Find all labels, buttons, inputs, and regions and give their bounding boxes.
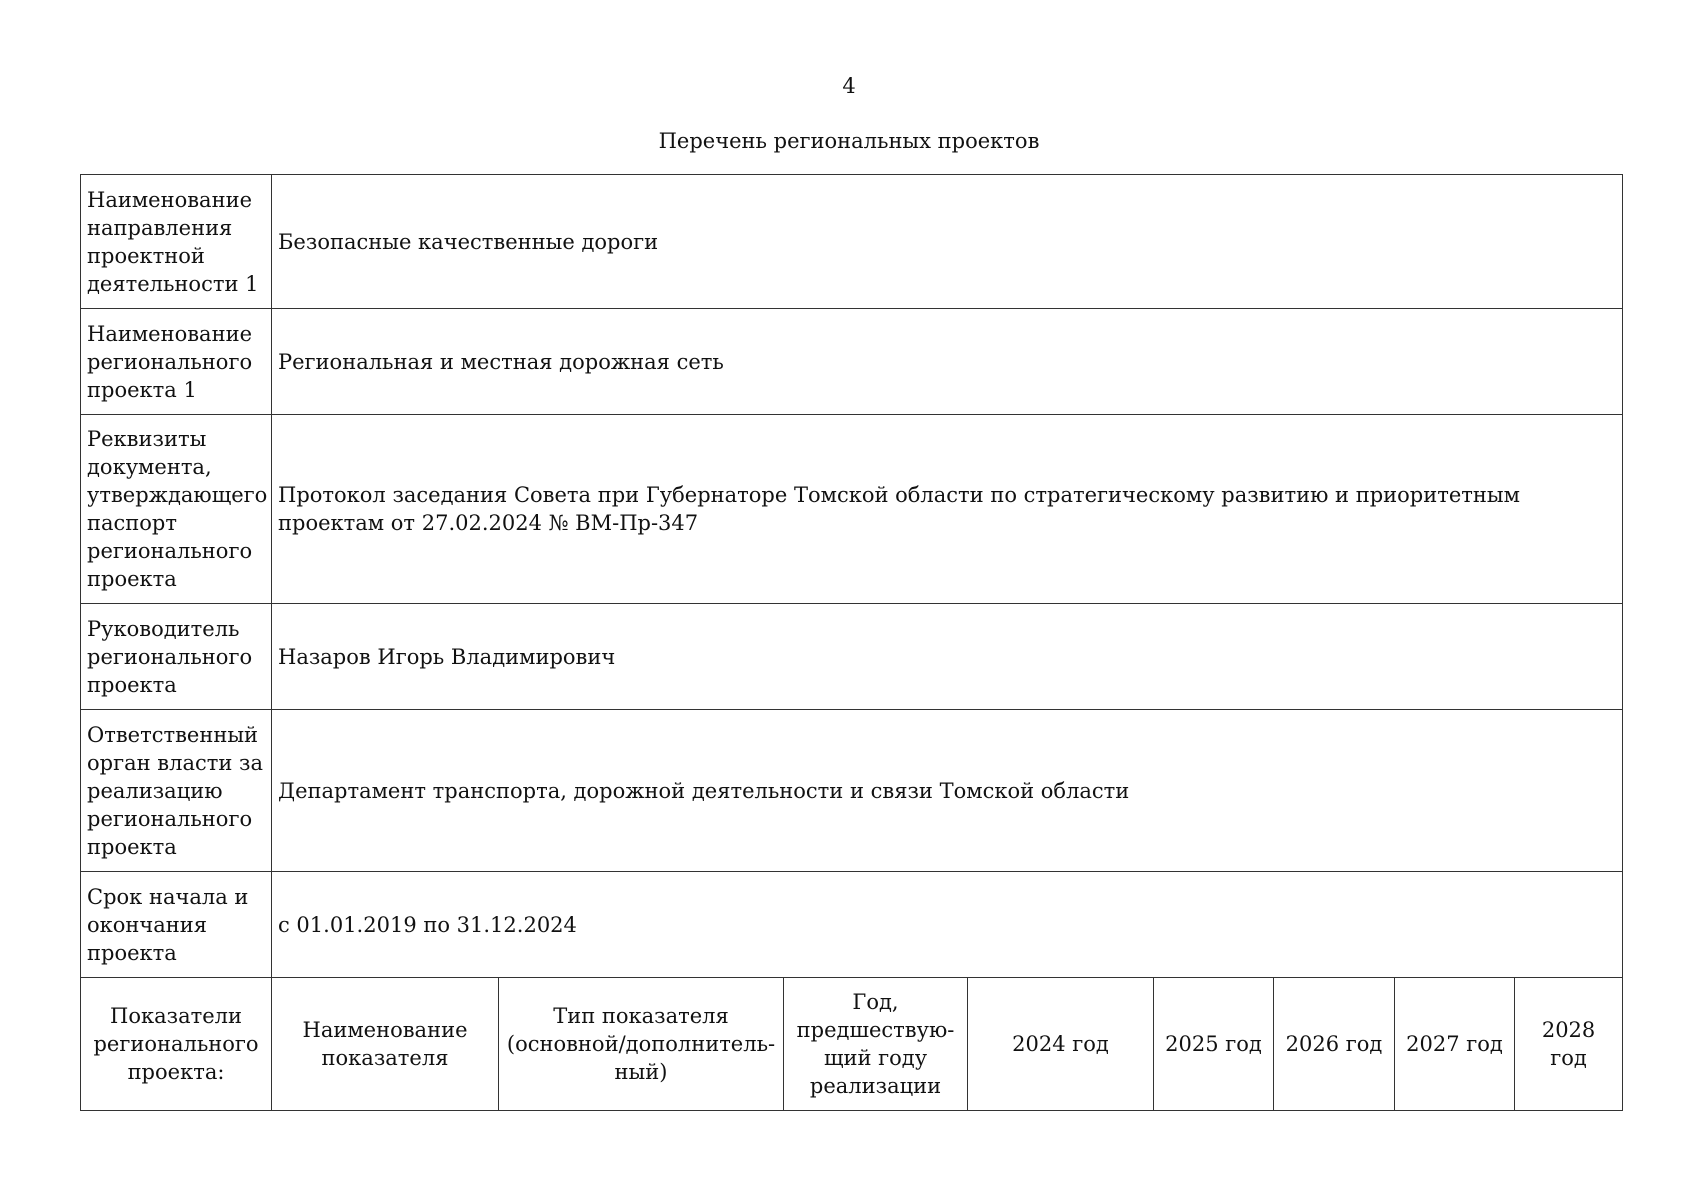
row-label-term: Срок начала и окончания проекта bbox=[81, 872, 272, 978]
row-value-term: с 01.01.2019 по 31.12.2024 bbox=[272, 872, 1623, 978]
row-label-responsible-body: Ответственный орган власти за реализацию регионального проекта bbox=[81, 710, 272, 872]
col-header-indicator-name: Наименование показателя bbox=[272, 978, 499, 1111]
document-title: Перечень региональных проектов bbox=[658, 129, 1040, 153]
indicators-label: Показатели регионального проекта: bbox=[81, 978, 272, 1111]
row-label-project-name: Наименование регионального проекта 1 bbox=[81, 309, 272, 415]
table-row bbox=[81, 175, 1623, 309]
table-row bbox=[81, 309, 1623, 415]
row-value-document: Протокол заседания Совета при Губернаторе Томской области по стратегическому развитию и приоритетным проектам от 27.02.2024 № ВМ-Пр-347 bbox=[272, 415, 1623, 604]
row-label-document: Реквизиты документа, утверждающего паспорт регионального проекта bbox=[81, 415, 272, 604]
row-value-head: Назаров Игорь Владимирович bbox=[272, 604, 1623, 710]
col-header-2024: 2024 год bbox=[968, 978, 1154, 1111]
table-row bbox=[81, 710, 1623, 872]
col-header-previous-year: Год, предшествую-щий году реализации bbox=[784, 978, 968, 1111]
col-header-2027: 2027 год bbox=[1395, 978, 1515, 1111]
table-row bbox=[81, 604, 1623, 710]
row-value-direction: Безопасные качественные дороги bbox=[272, 175, 1623, 309]
col-header-2028: 2028 год bbox=[1515, 978, 1623, 1111]
row-value-project-name: Региональная и местная дорожная сеть bbox=[272, 309, 1623, 415]
table-row bbox=[81, 415, 1623, 604]
row-value-responsible-body: Департамент транспорта, дорожной деятельности и связи Томской области bbox=[272, 710, 1623, 872]
col-header-2025: 2025 год bbox=[1154, 978, 1274, 1111]
page-number: 4 bbox=[842, 74, 856, 98]
table-row bbox=[81, 872, 1623, 978]
col-header-2026: 2026 год bbox=[1274, 978, 1395, 1111]
row-label-head: Руководитель регионального проекта bbox=[81, 604, 272, 710]
col-header-indicator-type: Тип показателя (основной/дополнитель-ный) bbox=[499, 978, 784, 1111]
row-label-direction: Наименование направления проектной деятельности 1 bbox=[81, 175, 272, 309]
regional-projects-table bbox=[80, 174, 1623, 1111]
indicators-header-row bbox=[81, 978, 1623, 1111]
